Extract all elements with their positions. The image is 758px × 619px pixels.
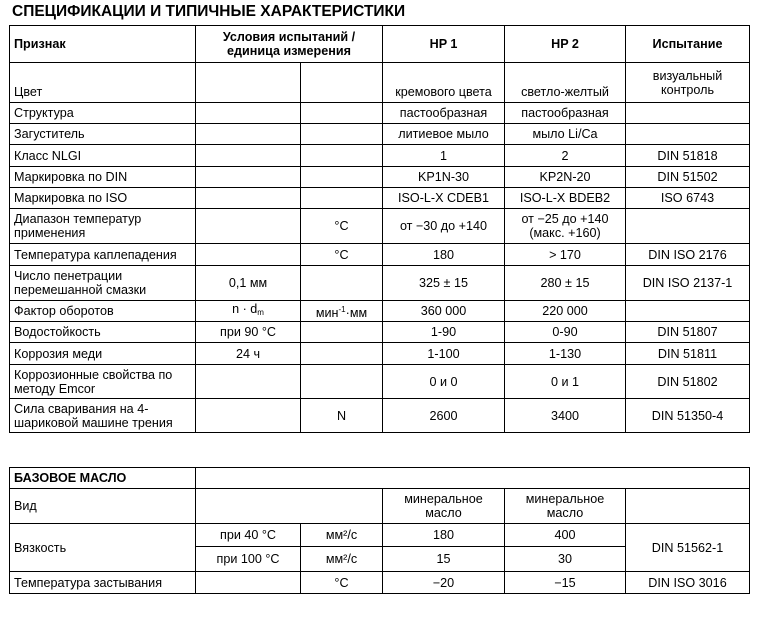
row-feature: Температура каплепадения [10,244,196,266]
row-hp2: 3400 [505,399,626,433]
row-feature: Фактор оборотов [10,301,196,322]
row-unit [301,167,383,188]
row-unit [301,124,383,145]
row-hp2-line-1: от −25 до +140 [521,212,609,226]
row-feature: Маркировка по ISO [10,188,196,209]
row-unit [301,266,383,301]
type-test-empty [626,489,750,524]
table-row [10,322,750,343]
base-oil-header: БАЗОВОЕ МАСЛО [10,468,196,489]
row-unit [301,343,383,365]
table-row [10,209,750,244]
row-hp2: 0 и 1 [505,365,626,399]
viscosity-hp2-40: 400 [505,524,626,547]
row-condition: 0,1 мм [196,266,301,301]
row-hp1: 360 000 [383,301,505,322]
table-row [10,103,750,124]
row-feature-line-2: шариковой машине трения [14,415,173,430]
spec-body [10,63,750,433]
row-feature: Маркировка по DIN [10,167,196,188]
row-hp1: литиевое мыло [383,124,505,145]
row-hp2: мыло Li/Ca [505,124,626,145]
base-oil-header-row [10,468,750,489]
row-test-line-2: контроль [660,82,715,97]
base-oil-header-empty [196,468,750,489]
row-hp1: 1-100 [383,343,505,365]
row-feature [10,365,196,399]
row-hp2: > 170 [505,244,626,266]
row-feature: Цвет [10,63,196,103]
row-test: DIN 51807 [626,322,750,343]
row-feature: Коррозия меди [10,343,196,365]
header-conditions-line1: Условия испытаний / [222,30,356,44]
type-hp2-line2: масло [546,506,584,520]
row-test: DIN ISO 2137-1 [626,266,750,301]
row-unit [301,145,383,167]
spec-table [9,25,750,433]
row-hp2: 2 [505,145,626,167]
row-hp1: 0 и 0 [383,365,505,399]
row-hp1: кремового цвета [383,63,505,103]
row-test: DIN ISO 2176 [626,244,750,266]
row-hp1: 1 [383,145,505,167]
row-condition [196,145,301,167]
row-hp1: 325 ± 15 [383,266,505,301]
header-conditions [196,26,383,63]
row-unit [301,301,383,322]
header-test: Испытание [626,26,750,63]
row-unit-main: мин [315,305,339,320]
row-hp2: ISO-L-X BDEB2 [505,188,626,209]
row-condition-main: n · d [232,302,258,316]
row-unit [301,63,383,103]
row-feature [10,209,196,244]
row-unit [301,322,383,343]
table-row [10,145,750,167]
row-unit-sup: -1 [338,304,346,314]
row-condition [196,63,301,103]
row-feature [10,266,196,301]
header-feature: Признак [10,26,196,63]
row-condition [196,188,301,209]
viscosity-hp1-40: 180 [383,524,505,547]
table-row [10,365,750,399]
viscosity-unit-100: мм²/с [301,547,383,572]
table-row [10,167,750,188]
row-unit-tail: ·мм [345,305,368,320]
table-row [10,343,750,365]
header-hp1: HP 1 [383,26,505,63]
row-feature-line-1: Число пенетрации [14,269,123,283]
row-unit: N [301,399,383,433]
pour-point-row [10,572,750,594]
type-hp1-line1: минеральное [404,492,483,506]
row-condition [196,301,301,322]
table-row [10,399,750,433]
table-row [10,301,750,322]
base-oil-type-row [10,489,750,524]
viscosity-unit-40: мм²/с [301,524,383,547]
table-row [10,244,750,266]
row-feature-line-1: Коррозионные свойства по [14,367,173,382]
spec-header-row [10,26,750,63]
row-condition [196,209,301,244]
pour-point-unit: °C [301,572,383,594]
row-feature: Класс NLGI [10,145,196,167]
row-condition [196,103,301,124]
row-hp2: светло-желтый [505,63,626,103]
viscosity-hp1-100: 15 [383,547,505,572]
type-hp1 [383,489,505,524]
row-hp1: 180 [383,244,505,266]
row-condition-sub: m [257,308,264,317]
row-condition [196,167,301,188]
pour-point-feature: Температура застывания [10,572,196,594]
row-feature-line-1: Диапазон температур [14,212,142,226]
row-unit: °C [301,244,383,266]
row-hp2: 280 ± 15 [505,266,626,301]
type-feature: Вид [10,489,196,524]
viscosity-cond-100: при 100 °C [196,547,301,572]
row-hp1: ISO-L-X CDEB1 [383,188,505,209]
viscosity-test: DIN 51562-1 [626,524,750,572]
row-hp2-line-2: (макс. +160) [529,226,601,240]
pour-point-test: DIN ISO 3016 [626,572,750,594]
row-hp1: KP1N-30 [383,167,505,188]
row-hp1: от −30 до +140 [383,209,505,244]
row-feature [10,399,196,433]
row-feature-line-2: методу Emcor [14,381,96,396]
type-hp1-line2: масло [425,506,462,520]
viscosity-cond-40: при 40 °C [196,524,301,547]
row-hp2: KP2N-20 [505,167,626,188]
row-hp2: пастообразная [505,103,626,124]
pour-point-cond-empty [196,572,301,594]
row-condition [196,399,301,433]
row-unit: °C [301,209,383,244]
row-hp1: 2600 [383,399,505,433]
row-hp1: пастообразная [383,103,505,124]
row-test: DIN 51350-4 [626,399,750,433]
row-hp2: 220 000 [505,301,626,322]
row-hp1: 1-90 [383,322,505,343]
row-test: DIN 51811 [626,343,750,365]
table-row [10,63,750,103]
row-unit [301,365,383,399]
row-unit [301,103,383,124]
row-test: DIN 51502 [626,167,750,188]
header-hp2: HP 2 [505,26,626,63]
table-row [10,266,750,301]
header-conditions-line2: единица измерения [227,44,351,58]
row-condition [196,124,301,145]
pour-point-hp1: −20 [383,572,505,594]
row-test: DIN 51802 [626,365,750,399]
row-hp2: 1-130 [505,343,626,365]
row-feature: Водостойкость [10,322,196,343]
row-condition: при 90 °C [196,322,301,343]
row-feature: Загуститель [10,124,196,145]
row-test [626,209,750,244]
row-test-line-1: визуальный [652,68,723,83]
row-feature-line-1: Сила сваривания на 4- [14,401,149,416]
type-hp2 [505,489,626,524]
type-cond-empty [196,489,383,524]
row-feature: Структура [10,103,196,124]
row-test: DIN 51818 [626,145,750,167]
type-hp2-line1: минеральное [525,492,605,506]
row-condition [196,244,301,266]
viscosity-feature: Вязкость [10,524,196,572]
row-hp2 [505,209,626,244]
row-test [626,63,750,103]
base-oil-table [9,467,750,594]
row-feature-line-2: перемешанной смазки [14,283,147,297]
table-row [10,188,750,209]
row-feature-line-2: применения [14,226,86,240]
viscosity-hp2-100: 30 [505,547,626,572]
row-test [626,301,750,322]
table-row [10,124,750,145]
page-title: СПЕЦИФИКАЦИИ И ТИПИЧНЫЕ ХАРАКТЕРИСТИКИ [12,3,406,20]
row-hp2: 0-90 [505,322,626,343]
row-condition [196,365,301,399]
viscosity-40-row [10,524,750,547]
row-test: ISO 6743 [626,188,750,209]
row-test [626,103,750,124]
pour-point-hp2: −15 [505,572,626,594]
row-unit [301,188,383,209]
row-condition: 24 ч [196,343,301,365]
row-test [626,124,750,145]
